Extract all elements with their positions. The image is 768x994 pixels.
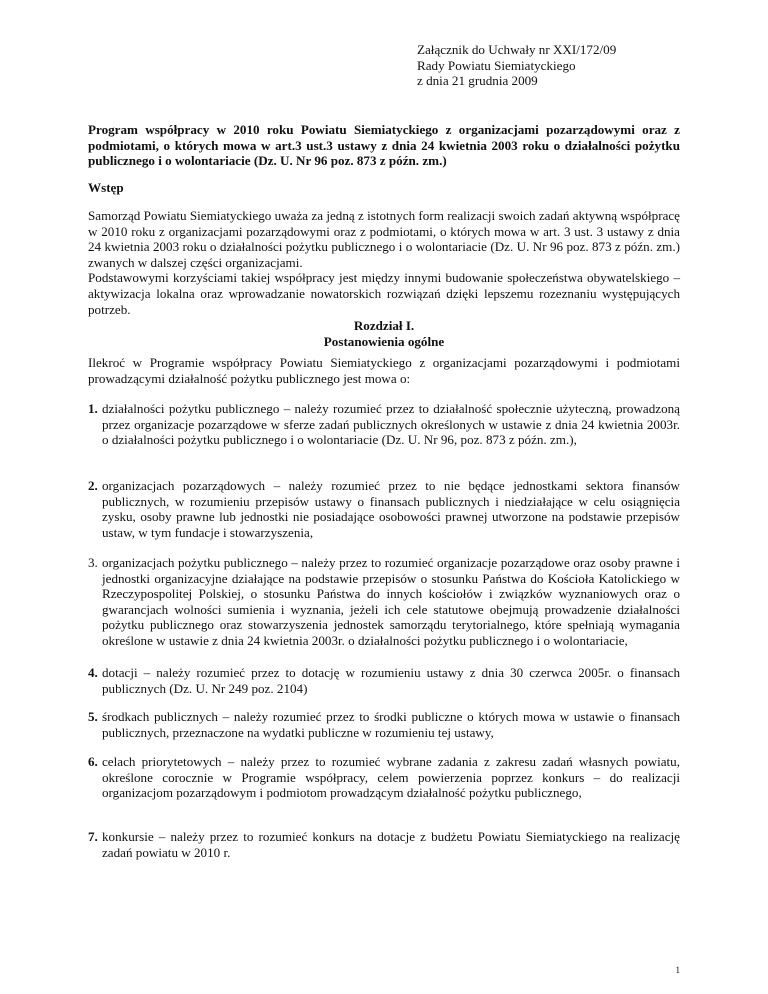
list-item-number: 7. — [88, 829, 98, 844]
list-item-number: 3. — [88, 555, 98, 570]
header-line-3: z dnia 21 grudnia 2009 — [417, 73, 538, 89]
list-item — [88, 555, 680, 649]
list-item — [88, 754, 680, 801]
list-item — [88, 709, 680, 740]
definitions-lead: Ilekroć w Programie współpracy Powiatu Siemiatyckiego z organizacjami pozarządowymi i podmiotami prowadzącymi działalność pożytku publicznego jest mowa o: — [88, 355, 680, 386]
list-item — [88, 401, 680, 448]
chapter-number: Rozdział I. — [353, 318, 415, 333]
list-item — [88, 829, 680, 860]
list-item-text: dotacji – należy rozumieć przez to dotację w rozumieniu ustawy z dnia 30 czerwca 2005r. o finansach publicznych (Dz. U. Nr 249 poz. 2104) — [102, 665, 680, 696]
intro-paragraph-2: Podstawowymi korzyściami takiej współpracy jest między innymi budowanie społeczeństwa obywatelskiego – aktywizacja lokalna oraz wprowadzanie nowatorskich rozwiązań dzięki lepszemu rozeznaniu występujących potrzeb. — [88, 270, 680, 317]
list-item-number: 2. — [88, 478, 98, 493]
list-item-number: 5. — [88, 709, 98, 724]
chapter-name: Postanowienia ogólne — [323, 334, 445, 349]
intro-section — [88, 208, 680, 317]
list-item-text: konkursie – należy przez to rozumieć konkurs na dotacje z budżetu Powiatu Siemiatyckiego na realizację zadań powiatu w 2010 r. — [102, 829, 680, 860]
list-item — [88, 478, 680, 540]
list-item-text: organizacjach pożytku publicznego – należy przez to rozumieć organizacje pozarządowe oraz osoby prawne i jednostki organizacyjne działające na podstawie przepisów o stosunku Państwa do Kościoła Katolickiego w Rzeczypospolitej Polskiej, o stosunku Państwa do innych kościołów i związków wyznaniowych oraz o gwarancjach wolności sumienia i wyznania, jeżeli ich cele statutowe obejmują prowadzenie działalności pożytku publicznego oraz stowarzyszenia jednostek samorządu terytorialnego, które spełniają wymagania określone w ustawie z dnia 24 kwietnia 2003r. o działalności pożytku publicznego i o wolontariacie, — [102, 555, 680, 648]
attachment-header — [417, 42, 616, 89]
list-item-number: 4. — [88, 665, 98, 680]
header-line-2: Rady Powiatu Siemiatyckiego — [417, 57, 576, 73]
intro-heading: Wstęp — [88, 180, 124, 195]
list-item-text: działalności pożytku publicznego – należy rozumieć przez to działalność społecznie użyteczną, prowadzoną przez organizacje pozarządowe w sferze zadań publicznych określonych w ustawie z dnia 24 kwietnia 2003r. o działalności pożytku publicznego i o wolontariacie (Dz. U. Nr 96, poz. 873 z późn. zm.), — [102, 401, 680, 448]
list-item-text: środkach publicznych – należy rozumieć przez to środki publiczne o których mowa w ustawie o finansach publicznych, przeznaczone na wydatki publiczne w rozumieniu tej ustawy, — [102, 709, 680, 740]
list-item-number: 6. — [88, 754, 98, 769]
intro-paragraph-1: Samorząd Powiatu Siemiatyckiego uważa za jedną z istotnych form realizacji swoich zadań aktywną współpracę w 2010 roku z organizacjami pozarządowymi oraz z podmiotami, o których mowa w art. 3 ust. 3 ustawy z dnia 24 kwietnia 2003 roku o działalności pożytku publicznego i o wolontariacie (Dz. U. Nr 96 poz. 873 z późn. zm.) zwanych w dalszej części organizacjami. — [88, 208, 680, 270]
header-line-1: Załącznik do Uchwały nr XXI/172/09 — [417, 42, 617, 57]
page-number: 1 — [675, 965, 680, 975]
list-item — [88, 665, 680, 696]
list-item-text: celach priorytetowych – należy przez to rozumieć wybrane zadania z zakresu zadań własnych powiatu, określone corocznie w Programie współpracy, celem powierzenia poprzez konkurs – do realizacji organizacjom pozarządowym i podmiotom prowadzącym działalność pożytku publicznego, — [102, 754, 680, 801]
document-title: Program współpracy w 2010 roku Powiatu Siemiatyckiego z organizacjami pozarządowymi oraz z podmiotami, o których mowa w art.3 ust.3 ustawy z dnia 24 kwietnia 2003 roku o działalności pożytku publicznego i o wolontariacie (Dz. U. Nr 96 poz. 873 z późn. zm.) — [88, 122, 680, 169]
list-item-text: organizacjach pozarządowych – należy rozumieć przez to nie będące jednostkami sektora finansów publicznych, w rozumieniu przepisów ustawy o finansach publicznych i niedziałające w celu osiągnięcia zysku, osoby prawne lub jednostki nie posiadające osobowości prawnej utworzone na podstawie przepisów ustaw, w tym fundacje i stowarzyszenia, — [102, 478, 680, 540]
list-item-number: 1. — [88, 401, 98, 416]
